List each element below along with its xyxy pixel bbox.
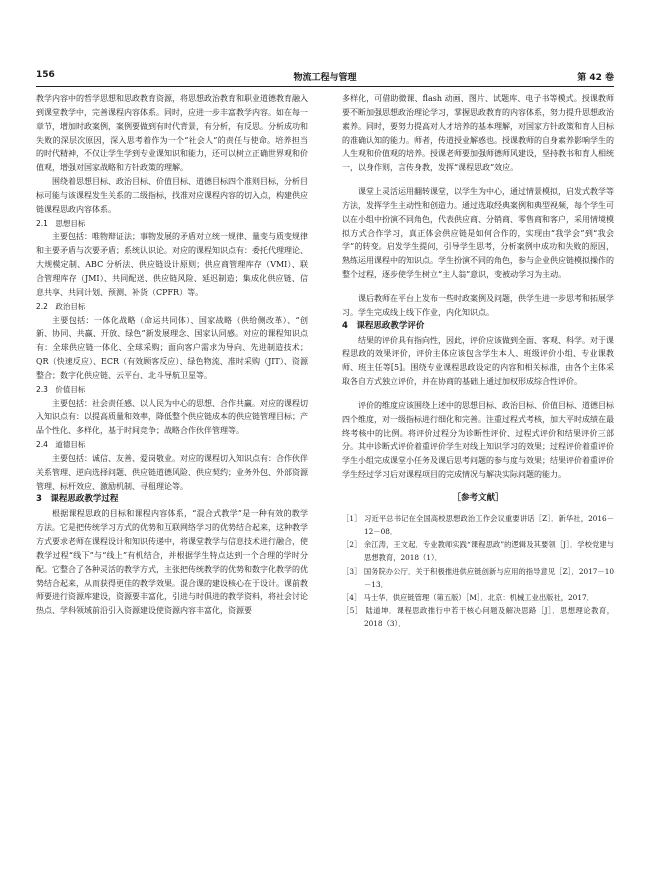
header-rule	[36, 86, 614, 87]
paragraph: 主要包括：诚信、友善、爱岗敬业。对应的课程切入知识点有：合作伙伴关系管理、逆向选择问题、供应链道德风险、供应契约；业务外包、外部资源管理、标杆效应、激励机制、寻租理论等。	[36, 453, 308, 491]
reference-item: ［3］ 国务院办公厅．关于积极推进供应链创新与应用的指导意见［Z］．2017－10－13．	[342, 566, 614, 589]
paragraph: 课堂上灵活运用翻转课堂，以学生为中心，通过情景模拟，启发式教学等方法，发挥学生主动性和创造力。通过选取经典案例和典型视频，每个学生可以在小组中扮演不同角色，代表供应商、分销商、零售商和客户，采用情境模拟方式合作学习，真正体会供应链是如何合作的，实现由“我学会”到“我会学”的转变。启发学生提问，引导学生思考，分析案例中成功和失败的原因，熟练运用课程中的知识点。学生扮演不同的角色，参与企业供应链模拟操作的整个过程，逐步使学生树立“主人翁”意识，变被动学习为主动。	[342, 187, 614, 280]
left-column	[36, 92, 308, 618]
paragraph: 主要包括：一体化战略（命运共同体）、国家战略（供给侧改革）、“创新、协同、共赢、开放、绿色”新发展理念、国家认同感。对应的课程知识点有：全球供应链一体化、全球采购；面向客户需求为导向、先进制造技术；QR（快速反应）、ECR（有效顾客反应）、绿色物流、准时采购（JIT）、资源整合；数字化供应链、云平台、北斗导航卫星等。	[36, 315, 308, 380]
subsection-heading: 2.2 政治目标	[36, 301, 86, 311]
right-column	[342, 92, 614, 631]
section-heading: 4 课程思政教学评价	[342, 320, 425, 331]
reference-item: ［4］ 马士华．供应链管理（第五版）［M］．北京：机械工业出版社，2017．	[342, 593, 594, 602]
subsection-heading: 2.1 思想目标	[36, 218, 86, 228]
spacer	[342, 389, 614, 399]
paragraph: 多样化，可借助微课、flash 动画、图片、试题库、电子书等模式。授课教师要不断加强思想政治理论学习，掌握思政教育的内容体系，努力提升思想政治素养。同时，要努力提高对人才培养的基本理解，对国家方针政策和育人目标的准确认知的能力。师者，传道授业解惑也。授课教师的自身素养影响学生的人生观和价值观的培养。授课老师要加强师德师风建设，坚持教书和育人相统一，以身作则，言传身教，发挥“课程思政”效应。	[342, 94, 614, 173]
spacer	[342, 282, 614, 292]
paragraph: 围绕着思想目标、政治目标、价值目标、道德目标四个准则目标，分析目标可能与该课程发生关系的二级指标，找准对应课程内容的切入点，构建供应链课程思政内容体系。	[36, 177, 308, 214]
spacer	[342, 175, 614, 185]
section-heading: 3 课程思政教学过程	[36, 494, 119, 505]
references-title: ［参考文献］	[452, 492, 504, 503]
paragraph: 主要包括：社会责任感、以人民为中心的思想、合作共赢。对应的课程切入知识点有：以提高质量和效率，降低整个供应链成本的供应链管理目标；产品个性化、多样化，基于时间竞争；战略合作伙伴管理等。	[36, 398, 308, 436]
paragraph: 主要包括：唯物辩证法；事物发展的矛盾对立统一规律、量变与质变规律和主要矛盾与次要矛盾；系统认识论。对应的课程知识点有：委托代理理论、大规模定制、ABC 分析法、供应链设计原则；供应商管理库存（VMI）、联合管理库存（JMI）、共同配送、供应链风险、延迟制造；集成化供应链、信息共享、共同计划、预测、补货（CPFR）等。	[36, 232, 308, 297]
reference-item: ［2］ 余江涛，王文起．专业教师实践“课程思政”的逻辑及其要领［J］．学校党建与思想教育，2018（1）．	[342, 540, 614, 563]
journal-title: 物流工程与管理	[293, 73, 357, 83]
subsection-heading: 2.4 道德目标	[36, 440, 86, 450]
paragraph: 根据课程思政的目标和课程内容体系，“混合式教学”是一种有效的教学方法。它是把传统学习方式的优势和互联网络学习的优势结合起来，这种教学方式要求老师在课程设计和知识传递中，将课堂教学与信息技术进行融合，使教学过程“线下”与“线上”有机结合，并根据学生特点达到一个合理的学时分配。它整合了各种灵活的教学方式，主张把传统教学的优势和数字化教学的优势结合起来，从而获得更佳的教学效果。混合课的建设核心在于设计。课前教师要进行资源库建设，资源要丰富化，引进与时俱进的教学资料，将社会讨论热点、学科领域前沿引入资源建设使资源内容丰富化，资源要	[36, 509, 308, 616]
paragraph: 结果的评价具有指向性，因此，评价应该做到全面、客观、科学。对于课程思政的效果评价，评价主体应该包含学生本人、班级评价小组、专业课教师、班主任等[5]。围绕专业课程思政设定的内容和相关标准，由各个主体采取各自方式独立评价，并在协商的基础上通过加权形成综合性评价。	[342, 335, 614, 387]
reference-item: ［5］ 陆道坤．课程思政推行中若干核心问题及解决思路［J］．思想理论教育，2018（3）．	[342, 606, 614, 629]
reference-item: ［1］ 习近平总书记在全国高校思想政治工作会议重要讲话［Z］．新华社，2016－12－08．	[342, 513, 614, 536]
paragraph: 教学内容中的哲学思想和思政教育资源，将思想政治教育和职业道德教育融入到课堂教学中，完善课程内容体系。同时，应进一步丰富教学内容。如在每一章节，增加时政案例，案例要做到有时代背景，有分析，有反思。分析成功和失败的深层次原因，深入思考着作为一个“社会人”的责任与使命。培养担当的时代精神，不仅让学生学到专业课知识和能力，还可以树立正确世界观和价值观，增强对国家战略和方针政策的理解。	[36, 94, 308, 173]
page-number: 156	[36, 70, 55, 80]
running-header	[36, 70, 614, 84]
subsection-heading: 2.3 价值目标	[36, 384, 86, 394]
paragraph: 评价的维度应该围绕上述中的思想目标、政治目标、价值目标、道德目标四个维度，对一级指标进行细化和完善。注重过程式考核，加大平时成绩在最终考核中的比例。将评价过程分为诊断性评价、过程式评价和结果评价三部分。其中诊断式评价着重评价学生对线上知识学习的效果；过程评价着重评价学生小组完成课堂小任务及课后思考问题的参与度与效果；结果评价着重评价学生经过学习后对课程项目的完成情况与解决实际问题的能力。	[342, 400, 614, 480]
volume-label: 第 42 卷	[577, 73, 614, 83]
paragraph: 课后教师在平台上发布一些时政案例及问题，供学生进一步思考和拓展学习。学生完成线上线下作业，内化知识点。	[342, 293, 614, 317]
